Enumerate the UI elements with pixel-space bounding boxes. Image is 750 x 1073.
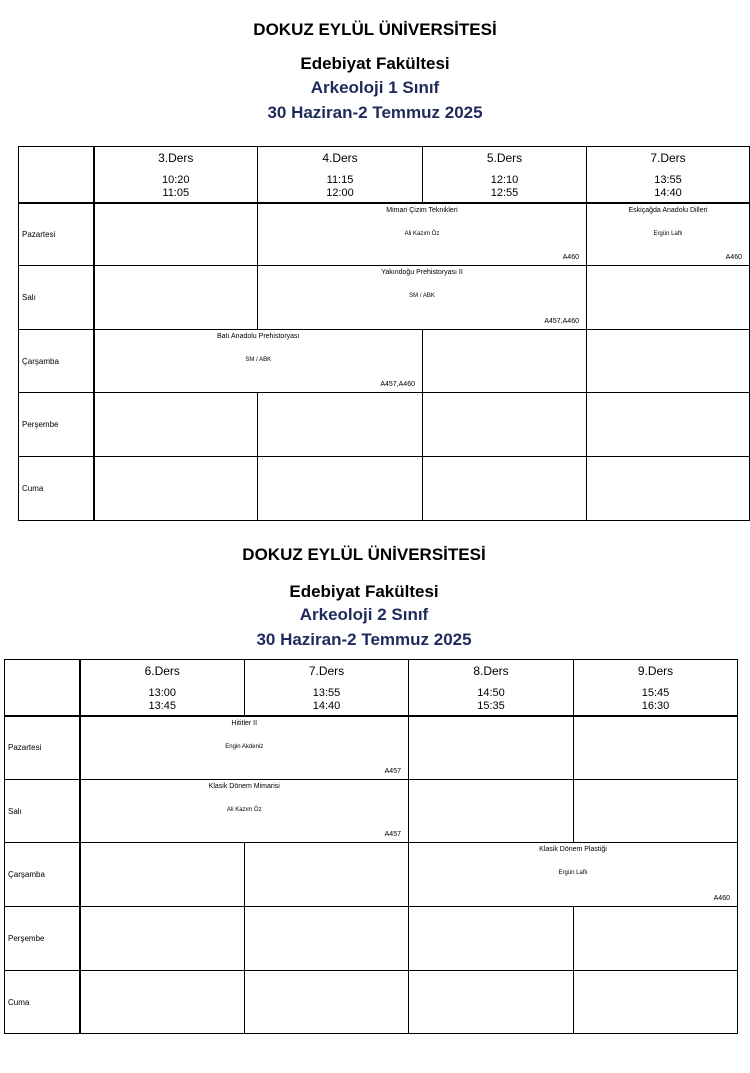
empty-cell (409, 780, 574, 843)
corner-cell (19, 147, 94, 203)
empty-cell (94, 266, 258, 330)
course-room: A457,A460 (544, 318, 579, 325)
empty-cell (409, 907, 574, 971)
slot-header (574, 660, 738, 716)
empty-cell (80, 907, 245, 971)
date-range-1: 30 Haziran-2 Temmuz 2025 (267, 103, 483, 122)
empty-cell (80, 971, 245, 1034)
day-label: Pazartesi (5, 716, 80, 780)
corner-cell (5, 660, 80, 716)
day-row (5, 716, 738, 780)
slot-end: 11:05 (162, 187, 190, 199)
slot-name: 3.Ders (158, 151, 194, 165)
course-instructor: Engin Akdeniz (225, 743, 264, 750)
slot-header (423, 147, 587, 203)
empty-cell (423, 457, 587, 521)
day-label: Perşembe (19, 393, 94, 457)
course-room: A460 (725, 254, 742, 261)
slot-start: 13:00 (148, 687, 177, 699)
day-row (19, 393, 750, 457)
slot-header (80, 660, 245, 716)
slot-start: 14:50 (477, 687, 505, 699)
slot-header (409, 660, 574, 716)
empty-cell (258, 457, 423, 521)
empty-cell (80, 843, 245, 907)
course-instructor: SM / ABK (409, 293, 435, 299)
empty-cell (409, 716, 574, 780)
slot-start: 15:45 (641, 687, 670, 699)
header-row (5, 660, 738, 716)
day-row (5, 907, 738, 971)
course-name: Mimari Çizim Teknikleri (386, 206, 458, 214)
program-title-1: Arkeoloji 1 Sınıf (310, 78, 440, 97)
slot-name: 4.Ders (322, 151, 358, 165)
day-label: Çarşamba (5, 843, 80, 907)
empty-cell (574, 716, 738, 780)
faculty-title-1: Edebiyat Fakültesi (300, 54, 450, 73)
empty-cell (587, 266, 750, 330)
course-cell (80, 716, 409, 780)
empty-cell (587, 330, 750, 393)
slot-end: 12:00 (326, 187, 354, 199)
schedule-table-1 (18, 146, 750, 521)
slot-end: 15:35 (477, 700, 505, 712)
header-row (19, 147, 750, 203)
empty-cell (423, 330, 587, 393)
day-row (19, 457, 750, 521)
empty-cell (574, 971, 738, 1034)
slot-name: 8.Ders (473, 664, 509, 678)
course-cell (409, 843, 738, 907)
course-name: Klasik Dönem Plastiği (539, 846, 607, 853)
slot-end: 16:30 (641, 700, 670, 712)
program-title-2: Arkeoloji 2 Sınıf (299, 605, 429, 624)
course-name: Klasik Dönem Mimarisi (208, 783, 280, 790)
course-room: A460 (713, 895, 730, 902)
slot-end: 13:45 (148, 700, 177, 712)
day-row (19, 266, 750, 330)
slot-end: 14:40 (654, 187, 682, 199)
slot-end: 12:55 (490, 187, 519, 199)
day-label: Pazartesi (19, 203, 94, 266)
date-range-2: 30 Haziran-2 Temmuz 2025 (256, 630, 472, 649)
day-row (5, 971, 738, 1034)
empty-cell (258, 393, 423, 457)
course-name: Yakındoğu Prehistoryası II (381, 269, 463, 276)
university-title-1: DOKUZ EYLÜL ÜNİVERSİTESİ (253, 20, 497, 39)
course-name: Hititler II (231, 719, 258, 727)
slot-start: 13:55 (654, 174, 682, 186)
empty-cell (245, 971, 409, 1034)
course-room: A457 (384, 768, 401, 775)
course-instructor: Ali Kazım Öz (404, 230, 440, 237)
slot-start: 12:10 (490, 174, 519, 186)
day-label: Salı (19, 266, 94, 330)
empty-cell (245, 843, 409, 907)
slot-name: 7.Ders (308, 664, 345, 678)
course-room: A457 (384, 831, 401, 838)
course-cell (258, 203, 587, 266)
faculty-title-2: Edebiyat Fakültesi (289, 582, 439, 601)
day-row (19, 330, 750, 393)
empty-cell (587, 457, 750, 521)
day-label: Cuma (5, 971, 80, 1034)
course-cell (94, 330, 423, 393)
course-room: A460 (562, 254, 579, 261)
empty-cell (245, 907, 409, 971)
slot-header (94, 147, 258, 203)
day-row (5, 780, 738, 843)
empty-cell (409, 971, 574, 1034)
slot-end: 14:40 (312, 700, 341, 712)
course-cell (80, 780, 409, 843)
course-instructor: SM / ABK (245, 357, 272, 363)
empty-cell (574, 780, 738, 843)
day-label: Perşembe (5, 907, 80, 971)
course-name: Batı Anadolu Prehistoryası (217, 333, 300, 340)
slot-name: 7.Ders (650, 151, 686, 165)
empty-cell (587, 393, 750, 457)
slot-name: 5.Ders (486, 151, 523, 165)
empty-cell (574, 907, 738, 971)
slot-header (587, 147, 750, 203)
course-name: Eskiçağda Anadolu Dilleri (628, 206, 708, 214)
day-row (19, 203, 750, 266)
slot-name: 6.Ders (144, 664, 180, 678)
course-instructor: Ergün Laflı (558, 870, 588, 876)
slot-header (245, 660, 409, 716)
empty-cell (94, 457, 258, 521)
course-instructor: Ergün Laflı (653, 230, 683, 237)
slot-start: 11:15 (326, 174, 354, 186)
course-cell (587, 203, 750, 266)
slot-name: 9.Ders (637, 664, 674, 678)
slot-start: 13:55 (312, 687, 341, 699)
slot-start: 10:20 (161, 174, 190, 186)
course-instructor: Ali Kazım Öz (226, 807, 262, 813)
empty-cell (94, 203, 258, 266)
day-label: Salı (5, 780, 80, 843)
day-label: Cuma (19, 457, 94, 521)
empty-cell (423, 393, 587, 457)
university-title-2: DOKUZ EYLÜL ÜNİVERSİTESİ (242, 545, 486, 564)
course-cell (258, 266, 587, 330)
day-label: Çarşamba (19, 330, 94, 393)
slot-header (258, 147, 423, 203)
schedule-table-2 (4, 659, 738, 1034)
course-room: A457,A460 (380, 381, 415, 388)
empty-cell (94, 393, 258, 457)
day-row (5, 843, 738, 907)
